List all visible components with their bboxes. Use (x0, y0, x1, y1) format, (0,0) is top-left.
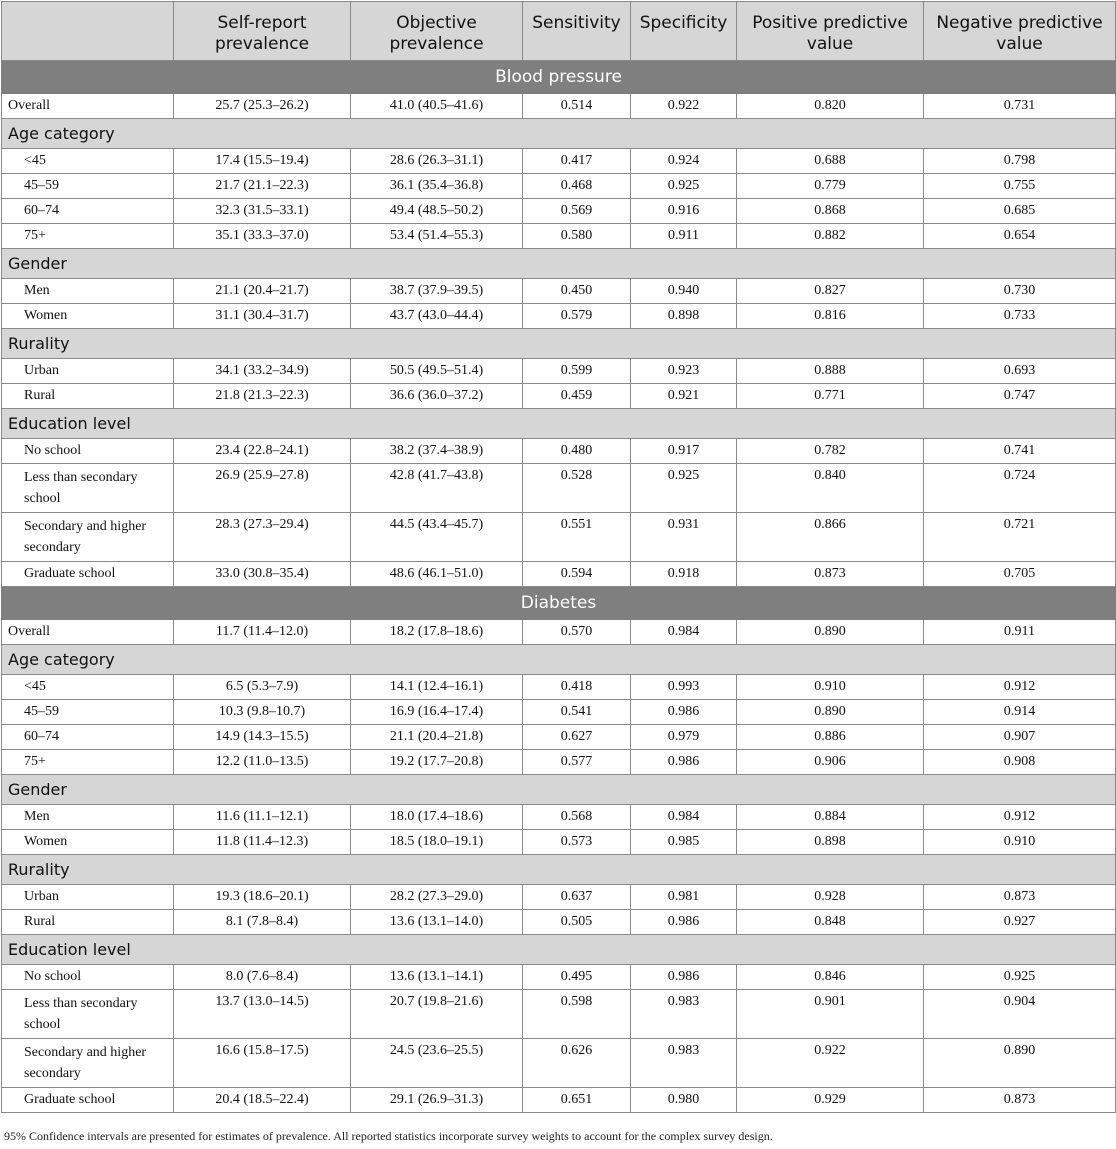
table-row (2, 725, 1116, 750)
specificity-cell: 0.986 (631, 750, 737, 775)
row-label: Graduate school (2, 562, 174, 587)
specificity-cell: 0.916 (631, 199, 737, 224)
row-label: Secondary and higher secondary (2, 513, 174, 562)
ppv-cell: 0.827 (737, 279, 924, 304)
category-label: Rurality (2, 329, 1116, 359)
objective-cell: 36.6 (36.0–37.2) (351, 384, 523, 409)
row-label: Women (2, 304, 174, 329)
objective-cell: 13.6 (13.1–14.1) (351, 965, 523, 990)
npv-cell: 0.721 (924, 513, 1116, 562)
npv-cell: 0.910 (924, 830, 1116, 855)
objective-cell: 18.0 (17.4–18.6) (351, 805, 523, 830)
sensitivity-cell: 0.551 (523, 513, 631, 562)
row-label: No school (2, 965, 174, 990)
self-report-cell: 8.1 (7.8–8.4) (174, 910, 351, 935)
ppv-cell: 0.846 (737, 965, 924, 990)
table-row (2, 562, 1116, 587)
table-row (2, 359, 1116, 384)
sensitivity-cell: 0.541 (523, 700, 631, 725)
npv-cell: 0.912 (924, 675, 1116, 700)
specificity-cell: 0.898 (631, 304, 737, 329)
specificity-cell: 0.984 (631, 620, 737, 645)
objective-cell: 42.8 (41.7–43.8) (351, 464, 523, 513)
specificity-cell: 0.925 (631, 174, 737, 199)
ppv-cell: 0.898 (737, 830, 924, 855)
category-label: Education level (2, 409, 1116, 439)
row-label: 60–74 (2, 199, 174, 224)
category-label: Gender (2, 249, 1116, 279)
self-report-cell: 28.3 (27.3–29.4) (174, 513, 351, 562)
section-header-row (2, 61, 1116, 94)
table-row (2, 279, 1116, 304)
category-label: Rurality (2, 855, 1116, 885)
npv-cell: 0.730 (924, 279, 1116, 304)
table-row (2, 224, 1116, 249)
sensitivity-cell: 0.599 (523, 359, 631, 384)
specificity-cell: 0.917 (631, 439, 737, 464)
sensitivity-cell: 0.505 (523, 910, 631, 935)
section-header-row (2, 587, 1116, 620)
self-report-cell: 10.3 (9.8–10.7) (174, 700, 351, 725)
objective-cell: 18.2 (17.8–18.6) (351, 620, 523, 645)
table-row (2, 464, 1116, 513)
specificity-cell: 0.993 (631, 675, 737, 700)
objective-cell: 38.2 (37.4–38.9) (351, 439, 523, 464)
npv-cell: 0.925 (924, 965, 1116, 990)
ppv-cell: 0.901 (737, 990, 924, 1039)
table-row (2, 304, 1116, 329)
sensitivity-cell: 0.598 (523, 990, 631, 1039)
npv-cell: 0.914 (924, 700, 1116, 725)
row-label: Secondary and higher secondary (2, 1039, 174, 1088)
sensitivity-cell: 0.627 (523, 725, 631, 750)
ppv-cell: 0.848 (737, 910, 924, 935)
self-report-cell: 6.5 (5.3–7.9) (174, 675, 351, 700)
objective-cell: 13.6 (13.1–14.0) (351, 910, 523, 935)
self-report-cell: 26.9 (25.9–27.8) (174, 464, 351, 513)
self-report-cell: 21.8 (21.3–22.3) (174, 384, 351, 409)
specificity-cell: 0.985 (631, 830, 737, 855)
sensitivity-cell: 0.580 (523, 224, 631, 249)
npv-cell: 0.927 (924, 910, 1116, 935)
table-row (2, 149, 1116, 174)
objective-cell: 41.0 (40.5–41.6) (351, 94, 523, 119)
table-body (2, 61, 1116, 1113)
table-row (2, 750, 1116, 775)
table-row (2, 620, 1116, 645)
sensitivity-cell: 0.528 (523, 464, 631, 513)
category-row (2, 249, 1116, 279)
objective-cell: 53.4 (51.4–55.3) (351, 224, 523, 249)
sensitivity-cell: 0.418 (523, 675, 631, 700)
section-title: Blood pressure (2, 61, 1116, 94)
specificity-cell: 0.911 (631, 224, 737, 249)
npv-cell: 0.873 (924, 1088, 1116, 1113)
row-label: Rural (2, 384, 174, 409)
sensitivity-cell: 0.495 (523, 965, 631, 990)
specificity-cell: 0.923 (631, 359, 737, 384)
specificity-cell: 0.924 (631, 149, 737, 174)
ppv-cell: 0.888 (737, 359, 924, 384)
row-label: Urban (2, 885, 174, 910)
sensitivity-cell: 0.594 (523, 562, 631, 587)
ppv-cell: 0.866 (737, 513, 924, 562)
category-label: Age category (2, 119, 1116, 149)
row-label: No school (2, 439, 174, 464)
ppv-cell: 0.816 (737, 304, 924, 329)
self-report-cell: 32.3 (31.5–33.1) (174, 199, 351, 224)
category-row (2, 645, 1116, 675)
ppv-cell: 0.840 (737, 464, 924, 513)
self-report-cell: 12.2 (11.0–13.5) (174, 750, 351, 775)
row-label: 45–59 (2, 700, 174, 725)
row-label: 75+ (2, 750, 174, 775)
npv-cell: 0.908 (924, 750, 1116, 775)
ppv-cell: 0.890 (737, 700, 924, 725)
sensitivity-cell: 0.570 (523, 620, 631, 645)
specificity-cell: 0.918 (631, 562, 737, 587)
specificity-cell: 0.984 (631, 805, 737, 830)
sensitivity-cell: 0.568 (523, 805, 631, 830)
ppv-cell: 0.929 (737, 1088, 924, 1113)
self-report-cell: 11.7 (11.4–12.0) (174, 620, 351, 645)
npv-cell: 0.741 (924, 439, 1116, 464)
header-specificity: Specificity (631, 2, 737, 61)
table-row (2, 675, 1116, 700)
ppv-cell: 0.820 (737, 94, 924, 119)
specificity-cell: 0.940 (631, 279, 737, 304)
npv-cell: 0.911 (924, 620, 1116, 645)
ppv-cell: 0.771 (737, 384, 924, 409)
specificity-cell: 0.921 (631, 384, 737, 409)
sensitivity-cell: 0.480 (523, 439, 631, 464)
row-label: 75+ (2, 224, 174, 249)
table-row (2, 805, 1116, 830)
npv-cell: 0.798 (924, 149, 1116, 174)
header-sensitivity: Sensitivity (523, 2, 631, 61)
specificity-cell: 0.986 (631, 910, 737, 935)
ppv-cell: 0.873 (737, 562, 924, 587)
npv-cell: 0.705 (924, 562, 1116, 587)
sensitivity-cell: 0.417 (523, 149, 631, 174)
self-report-cell: 23.4 (22.8–24.1) (174, 439, 351, 464)
npv-cell: 0.747 (924, 384, 1116, 409)
objective-cell: 49.4 (48.5–50.2) (351, 199, 523, 224)
npv-cell: 0.731 (924, 94, 1116, 119)
header-self-report: Self-report prevalence (174, 2, 351, 61)
npv-cell: 0.904 (924, 990, 1116, 1039)
self-report-cell: 11.8 (11.4–12.3) (174, 830, 351, 855)
row-label: 45–59 (2, 174, 174, 199)
self-report-cell: 21.1 (20.4–21.7) (174, 279, 351, 304)
header-row-label (2, 2, 174, 61)
results-table (1, 1, 1116, 1113)
objective-cell: 43.7 (43.0–44.4) (351, 304, 523, 329)
table-row (2, 965, 1116, 990)
objective-cell: 28.6 (26.3–31.1) (351, 149, 523, 174)
specificity-cell: 0.986 (631, 965, 737, 990)
npv-cell: 0.693 (924, 359, 1116, 384)
objective-cell: 21.1 (20.4–21.8) (351, 725, 523, 750)
self-report-cell: 35.1 (33.3–37.0) (174, 224, 351, 249)
ppv-cell: 0.882 (737, 224, 924, 249)
header-npv: Negative predictive value (924, 2, 1116, 61)
self-report-cell: 17.4 (15.5–19.4) (174, 149, 351, 174)
ppv-cell: 0.886 (737, 725, 924, 750)
self-report-cell: 14.9 (14.3–15.5) (174, 725, 351, 750)
table-row (2, 885, 1116, 910)
row-label: Urban (2, 359, 174, 384)
row-label: Graduate school (2, 1088, 174, 1113)
category-label: Gender (2, 775, 1116, 805)
objective-cell: 36.1 (35.4–36.8) (351, 174, 523, 199)
table-row (2, 1088, 1116, 1113)
self-report-cell: 21.7 (21.1–22.3) (174, 174, 351, 199)
row-label: Less than secondary school (2, 464, 174, 513)
npv-cell: 0.685 (924, 199, 1116, 224)
ppv-cell: 0.890 (737, 620, 924, 645)
npv-cell: 0.724 (924, 464, 1116, 513)
ppv-cell: 0.868 (737, 199, 924, 224)
npv-cell: 0.733 (924, 304, 1116, 329)
self-report-cell: 20.4 (18.5–22.4) (174, 1088, 351, 1113)
npv-cell: 0.912 (924, 805, 1116, 830)
category-row (2, 935, 1116, 965)
table-row (2, 384, 1116, 409)
self-report-cell: 25.7 (25.3–26.2) (174, 94, 351, 119)
self-report-cell: 13.7 (13.0–14.5) (174, 990, 351, 1039)
self-report-cell: 11.6 (11.1–12.1) (174, 805, 351, 830)
category-row (2, 409, 1116, 439)
sensitivity-cell: 0.573 (523, 830, 631, 855)
ppv-cell: 0.884 (737, 805, 924, 830)
npv-cell: 0.873 (924, 885, 1116, 910)
sensitivity-cell: 0.651 (523, 1088, 631, 1113)
ppv-cell: 0.928 (737, 885, 924, 910)
ppv-cell: 0.688 (737, 149, 924, 174)
ppv-cell: 0.910 (737, 675, 924, 700)
self-report-cell: 33.0 (30.8–35.4) (174, 562, 351, 587)
row-label: Rural (2, 910, 174, 935)
ppv-cell: 0.779 (737, 174, 924, 199)
specificity-cell: 0.931 (631, 513, 737, 562)
row-label: <45 (2, 149, 174, 174)
table-row (2, 700, 1116, 725)
sensitivity-cell: 0.569 (523, 199, 631, 224)
ppv-cell: 0.906 (737, 750, 924, 775)
specificity-cell: 0.986 (631, 700, 737, 725)
self-report-cell: 31.1 (30.4–31.7) (174, 304, 351, 329)
table-row (2, 990, 1116, 1039)
objective-cell: 20.7 (19.8–21.6) (351, 990, 523, 1039)
specificity-cell: 0.980 (631, 1088, 737, 1113)
npv-cell: 0.654 (924, 224, 1116, 249)
specificity-cell: 0.979 (631, 725, 737, 750)
ppv-cell: 0.782 (737, 439, 924, 464)
objective-cell: 29.1 (26.9–31.3) (351, 1088, 523, 1113)
table-row (2, 439, 1116, 464)
self-report-cell: 19.3 (18.6–20.1) (174, 885, 351, 910)
category-row (2, 119, 1116, 149)
npv-cell: 0.890 (924, 1039, 1116, 1088)
table-row (2, 174, 1116, 199)
row-label: Less than secondary school (2, 990, 174, 1039)
sensitivity-cell: 0.459 (523, 384, 631, 409)
sensitivity-cell: 0.577 (523, 750, 631, 775)
npv-cell: 0.755 (924, 174, 1116, 199)
category-label: Education level (2, 935, 1116, 965)
row-label: Men (2, 805, 174, 830)
table-row (2, 910, 1116, 935)
category-row (2, 855, 1116, 885)
specificity-cell: 0.983 (631, 1039, 737, 1088)
objective-cell: 50.5 (49.5–51.4) (351, 359, 523, 384)
table-row (2, 199, 1116, 224)
npv-cell: 0.907 (924, 725, 1116, 750)
category-row (2, 329, 1116, 359)
objective-cell: 14.1 (12.4–16.1) (351, 675, 523, 700)
specificity-cell: 0.922 (631, 94, 737, 119)
objective-cell: 18.5 (18.0–19.1) (351, 830, 523, 855)
sensitivity-cell: 0.637 (523, 885, 631, 910)
self-report-cell: 34.1 (33.2–34.9) (174, 359, 351, 384)
sensitivity-cell: 0.468 (523, 174, 631, 199)
table-footnote: 95% Confidence intervals are presented for estimates of prevalence. All reported statistics incorporate survey weights to account for the complex survey design. (4, 1129, 773, 1143)
specificity-cell: 0.981 (631, 885, 737, 910)
objective-cell: 16.9 (16.4–17.4) (351, 700, 523, 725)
specificity-cell: 0.983 (631, 990, 737, 1039)
header-ppv: Positive predictive value (737, 2, 924, 61)
row-label: 60–74 (2, 725, 174, 750)
objective-cell: 19.2 (17.7–20.8) (351, 750, 523, 775)
table-row (2, 1039, 1116, 1088)
sensitivity-cell: 0.579 (523, 304, 631, 329)
sensitivity-cell: 0.626 (523, 1039, 631, 1088)
objective-cell: 38.7 (37.9–39.5) (351, 279, 523, 304)
sensitivity-cell: 0.450 (523, 279, 631, 304)
table-row (2, 94, 1116, 119)
objective-cell: 24.5 (23.6–25.5) (351, 1039, 523, 1088)
category-label: Age category (2, 645, 1116, 675)
table-row (2, 830, 1116, 855)
self-report-cell: 8.0 (7.6–8.4) (174, 965, 351, 990)
row-label: Men (2, 279, 174, 304)
objective-cell: 28.2 (27.3–29.0) (351, 885, 523, 910)
row-label: Women (2, 830, 174, 855)
specificity-cell: 0.925 (631, 464, 737, 513)
row-label: Overall (2, 94, 174, 119)
self-report-cell: 16.6 (15.8–17.5) (174, 1039, 351, 1088)
objective-cell: 44.5 (43.4–45.7) (351, 513, 523, 562)
header-objective: Objective prevalence (351, 2, 523, 61)
row-label: Overall (2, 620, 174, 645)
sensitivity-cell: 0.514 (523, 94, 631, 119)
row-label: <45 (2, 675, 174, 700)
ppv-cell: 0.922 (737, 1039, 924, 1088)
objective-cell: 48.6 (46.1–51.0) (351, 562, 523, 587)
header-row (2, 2, 1116, 61)
category-row (2, 775, 1116, 805)
table-row (2, 513, 1116, 562)
section-title: Diabetes (2, 587, 1116, 620)
